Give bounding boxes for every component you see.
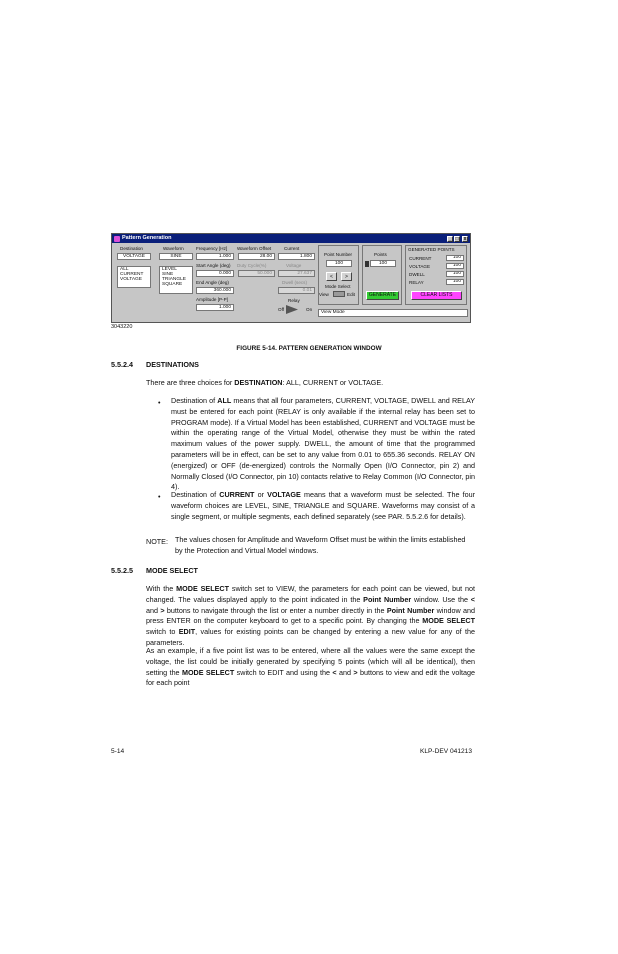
generated-relay-value: 100 xyxy=(446,279,464,285)
current-label: Current xyxy=(284,246,300,251)
generated-points-title: GENERATED POINTS xyxy=(408,247,455,252)
list-item[interactable]: VOLTAGE xyxy=(120,277,142,282)
dwell-label: Dwell (secs) xyxy=(282,280,308,285)
paragraph: As an example, if a five point list was to be entered, where all the values were the same except the voltage, the list could be initially generated by specifying 5 points (which will all be identical), then setting the MODE SELECT switch to EDIT and using the < and > buttons to view and edit the voltage for each point xyxy=(146,646,475,688)
generated-voltage-label: VOLTAGE xyxy=(409,264,431,269)
section-title: DESTINATIONS xyxy=(146,360,199,369)
dwell-field: 0.01 xyxy=(278,287,315,294)
figure-id: 3043220 xyxy=(111,324,133,330)
waveform-offset-label: Waveform Offset xyxy=(237,246,272,251)
start-angle-field[interactable]: 0.000 xyxy=(196,270,234,277)
next-point-button[interactable]: > xyxy=(341,272,352,281)
mode-edit-label: Edit xyxy=(347,292,355,297)
amplitude-label: Amplitude [P-P] xyxy=(196,297,228,302)
voltage-label: Voltage xyxy=(286,263,302,268)
destination-field[interactable]: VOLTAGE xyxy=(117,253,151,260)
mode-view-label: View xyxy=(319,292,329,297)
page-number: 5-14 xyxy=(111,748,125,755)
generated-current-label: CURRENT xyxy=(409,256,432,261)
list-item[interactable]: ALL xyxy=(120,267,129,272)
close-button[interactable]: x xyxy=(463,235,467,242)
mode-select-switch[interactable] xyxy=(333,291,345,297)
points-field[interactable]: 100 xyxy=(370,260,396,267)
destination-list[interactable] xyxy=(117,266,151,288)
relay-switch-icon[interactable] xyxy=(285,305,299,314)
bullet-paragraph: Destination of ALL means that all four parameters, CURRENT, VOLTAGE, DWELL and RELAY must be entered for each point (RELAY is only available if the internal relay has been set to PROGRAM mode). If a Virtual Model has been established, CURRENT and VOLTAGE must be within the operating range of the Virtual Model, otherwise they must be within the rated maximum values of the power supply. DWELL, the amount of time that the programmed parameters will be in effect, can be set to any value from 0.01 to 655.36 seconds. RELAY ON (energized) or OFF (de-energized) controls the Normally Open (I/O Connector, pin 2) and Normally Closed (I/O Connector, pin 10) contacts relative to Relay Common (I/O Connector, pin 4). xyxy=(171,396,475,492)
section-number: 5.5.2.5 xyxy=(111,566,133,575)
window-title: Pattern Generation xyxy=(122,235,172,241)
waveform-field[interactable]: SINE xyxy=(159,253,193,260)
list-item[interactable]: SQUARE xyxy=(162,282,183,287)
frequency-label: Frequency [Hz] xyxy=(196,246,228,251)
generated-relay-label: RELAY xyxy=(409,280,424,285)
current-field[interactable]: 1.800 xyxy=(278,253,315,260)
end-angle-field[interactable]: 360.000 xyxy=(196,287,234,294)
waveform-list[interactable] xyxy=(159,266,193,294)
points-label: Points xyxy=(374,252,387,257)
previous-point-button[interactable]: < xyxy=(326,272,337,281)
list-item[interactable]: TRIANGLE xyxy=(162,277,186,282)
frequency-field[interactable]: 1.000 xyxy=(196,253,234,260)
relay-on-label: On xyxy=(306,307,313,312)
paragraph: There are three choices for DESTINATION: ALL, CURRENT or VOLTAGE. xyxy=(146,378,384,387)
status-field: View Mode xyxy=(318,309,468,317)
point-number-field[interactable]: 100 xyxy=(326,260,352,267)
paragraph: With the MODE SELECT switch set to VIEW, the parameters for each point can be viewed, but not changed. The values displayed apply to the point indicated in the Point Number window. Use the < and > buttons to navigate through the list or enter a number directly in the Point Number window and press ENTER on the computer keyboard to get to a specific point. By changing the MODE SELECT switch to EDIT, values for existing points can be changed by entering a new value for any of the parameters. xyxy=(146,584,475,647)
duty-cycle-label: Duty Cycle(%) xyxy=(237,263,267,268)
list-item[interactable]: LEVEL xyxy=(162,267,177,272)
end-angle-label: End Angle (deg) xyxy=(196,280,229,285)
list-item[interactable]: CURRENT xyxy=(120,272,144,277)
destination-label: Destination xyxy=(120,246,143,251)
bullet: • xyxy=(158,492,161,501)
waveform-offset-field[interactable]: 28.00 xyxy=(238,253,275,260)
note-label: NOTE: xyxy=(146,537,168,546)
point-number-label: Point Number xyxy=(324,252,353,257)
generate-button[interactable]: GENERATE xyxy=(366,291,399,300)
points-spinner-icon[interactable] xyxy=(365,261,369,267)
waveform-label: Waveform xyxy=(163,246,184,251)
mode-select-label: Mode Select xyxy=(325,284,351,289)
minimize-button[interactable]: _ xyxy=(448,235,452,242)
generated-current-value: 100 xyxy=(446,255,464,261)
pattern-generation-window xyxy=(111,233,471,323)
list-item[interactable]: SINE xyxy=(162,272,174,277)
figure-caption: FIGURE 5-14. PATTERN GENERATION WINDOW xyxy=(236,345,382,352)
generated-dwell-label: DWELL xyxy=(409,272,425,277)
relay-off-label: Off xyxy=(278,307,285,312)
duty-cycle-field: 50.000 xyxy=(238,270,275,277)
maximize-button[interactable]: □ xyxy=(455,235,459,242)
clear-lists-button[interactable]: CLEAR LISTS xyxy=(411,291,462,300)
section-title: MODE SELECT xyxy=(146,566,198,575)
start-angle-label: Start Angle (deg) xyxy=(196,263,231,268)
section-number: 5.5.2.4 xyxy=(111,360,133,369)
amplitude-field[interactable]: 1.000 xyxy=(196,304,234,311)
app-icon xyxy=(114,236,120,242)
document-id: KLP-DEV 041213 xyxy=(419,748,472,755)
generated-voltage-value: 100 xyxy=(446,263,464,269)
voltage-field: 27.637 xyxy=(278,270,315,277)
relay-label: Relay xyxy=(288,298,300,303)
bullet-paragraph: Destination of CURRENT or VOLTAGE means that a waveform must be selected. The four waveform choices are LEVEL, SINE, TRIANGLE and SQUARE. Waveforms may consist of a single segment, or multiple segments, each defined separately (see PAR. 5.5.2.6 for details). xyxy=(171,490,475,521)
note-text: The values chosen for Amplitude and Waveform Offset must be within the limits established by the Protection and Virtual Model windows. xyxy=(175,535,466,555)
generated-dwell-value: 100 xyxy=(446,271,464,277)
bullet: • xyxy=(158,398,161,407)
title-bar xyxy=(112,234,470,243)
